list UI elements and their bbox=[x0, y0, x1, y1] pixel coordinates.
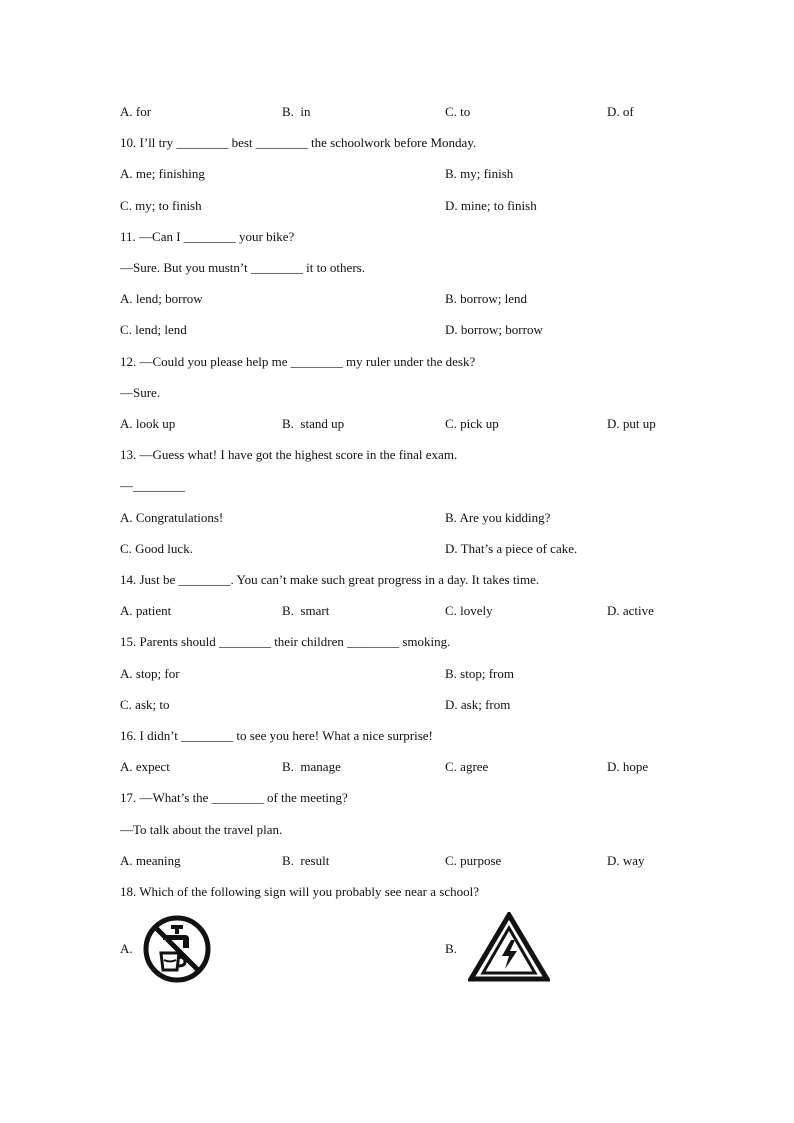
answer-option-c: C. purpose bbox=[445, 853, 502, 868]
question-line: 10. I’ll try ________ best ________ the schoolwork before Monday. bbox=[120, 135, 477, 150]
answer-option-a: C. my; to finish bbox=[120, 198, 202, 213]
question-line: 11. —Can I ________ your bike? bbox=[120, 229, 295, 244]
q18-option-b-label: B. bbox=[445, 941, 457, 956]
answer-option-b: B. manage bbox=[282, 759, 341, 774]
answer-option-b: B. stand up bbox=[282, 416, 345, 431]
answer-option-a: C. lend; lend bbox=[120, 322, 187, 337]
answer-option-c: C. to bbox=[445, 104, 471, 119]
answer-option-c: C. lovely bbox=[445, 603, 493, 618]
question-line: 13. —Guess what! I have got the highest score in the final exam. bbox=[120, 447, 458, 462]
answer-option-a: A. look up bbox=[120, 416, 176, 431]
answer-option-d: D. way bbox=[607, 853, 645, 868]
answer-option-b: B. in bbox=[282, 104, 311, 119]
answer-option-a: C. ask; to bbox=[120, 697, 170, 712]
question-line: 16. I didn’t ________ to see you here! What a nice surprise! bbox=[120, 728, 433, 743]
answer-option-b: D. ask; from bbox=[445, 697, 511, 712]
question-line: 18. Which of the following sign will you probably see near a school? bbox=[120, 884, 479, 899]
question-line: 12. —Could you please help me ________ my ruler under the desk? bbox=[120, 354, 476, 369]
answer-option-b: B. borrow; lend bbox=[445, 291, 527, 306]
q18-option-a-label: A. bbox=[120, 941, 133, 956]
answer-option-a: A. expect bbox=[120, 759, 170, 774]
answer-option-a: A. patient bbox=[120, 603, 172, 618]
answer-option-d: D. put up bbox=[607, 416, 656, 431]
answer-option-b: D. That’s a piece of cake. bbox=[445, 541, 578, 556]
answer-option-a: A. meaning bbox=[120, 853, 181, 868]
answer-option-c: C. agree bbox=[445, 759, 489, 774]
answer-option-d: D. active bbox=[607, 603, 654, 618]
answer-option-a: A. stop; for bbox=[120, 666, 180, 681]
answer-option-b: B. stop; from bbox=[445, 666, 514, 681]
answer-option-b: D. mine; to finish bbox=[445, 198, 537, 213]
answer-option-d: D. hope bbox=[607, 759, 649, 774]
answer-option-b: B. Are you kidding? bbox=[445, 510, 551, 525]
question-line: —To talk about the travel plan. bbox=[120, 822, 283, 837]
question-line: 17. —What’s the ________ of the meeting? bbox=[120, 790, 348, 805]
answer-option-a: A. for bbox=[120, 104, 152, 119]
answer-option-a: A. me; finishing bbox=[120, 166, 205, 181]
question-line: 14. Just be ________. You can’t make such great progress in a day. It takes time. bbox=[120, 572, 540, 587]
question-line: —________ bbox=[120, 478, 185, 493]
answer-option-a: C. Good luck. bbox=[120, 541, 193, 556]
answer-option-b: B. my; finish bbox=[445, 166, 514, 181]
electric-hazard-warning-sign-icon bbox=[468, 912, 550, 982]
answer-option-b: B. result bbox=[282, 853, 330, 868]
answer-option-b: B. smart bbox=[282, 603, 330, 618]
question-line: —Sure. But you mustn’t ________ it to others. bbox=[120, 260, 365, 275]
answer-option-b: D. borrow; borrow bbox=[445, 322, 543, 337]
answer-option-d: D. of bbox=[607, 104, 634, 119]
question-line: 15. Parents should ________ their children ________ smoking. bbox=[120, 634, 451, 649]
answer-option-a: A. Congratulations! bbox=[120, 510, 224, 525]
question-line: —Sure. bbox=[120, 385, 161, 400]
answer-option-a: A. lend; borrow bbox=[120, 291, 203, 306]
no-drinking-water-sign-icon bbox=[141, 915, 213, 983]
answer-option-c: C. pick up bbox=[445, 416, 499, 431]
